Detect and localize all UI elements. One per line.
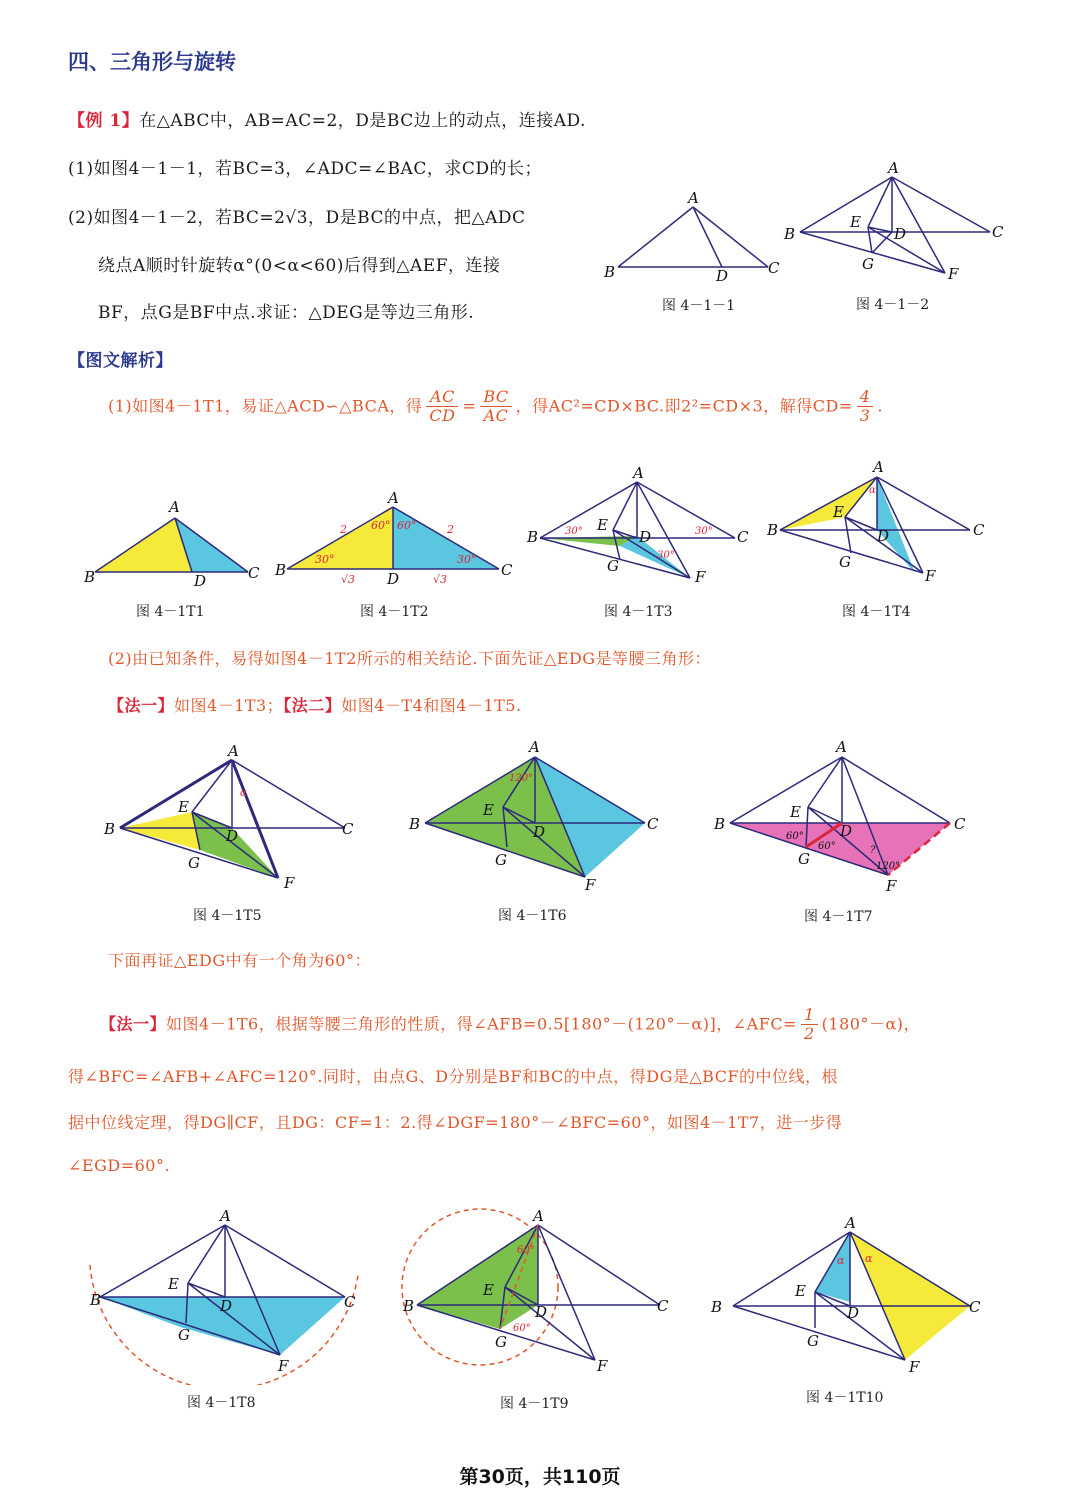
methods-line xyxy=(108,693,522,716)
solution-1-end: . xyxy=(877,396,883,416)
example-stem-text: 在△ABC中，AB=AC=2，D是BC边上的动点，连接AD. xyxy=(139,111,586,131)
t6-label-G: G xyxy=(495,851,507,869)
half-num: 1 xyxy=(801,1006,818,1025)
t4-alpha: α xyxy=(869,485,876,496)
fig412-label-C: C xyxy=(992,223,1004,241)
t5-label-G: G xyxy=(188,854,200,872)
fig412-label-D: D xyxy=(894,225,907,243)
figure-4-1T2 xyxy=(275,485,520,590)
t5-label-C: C xyxy=(342,820,354,838)
example-stem xyxy=(68,106,586,131)
method-1-detail-line-4: ∠EGD=60°. xyxy=(68,1156,171,1175)
caption-4-1-1: 图 4－1－1 xyxy=(662,298,736,314)
fraction-half xyxy=(801,1006,818,1044)
t9-label-F: F xyxy=(597,1357,608,1375)
t7-angle-2: 60° xyxy=(818,841,836,852)
t8-label-B: B xyxy=(90,1291,102,1309)
t3-label-G: G xyxy=(607,557,619,575)
t4-label-D: D xyxy=(877,527,890,545)
t3-label-F: F xyxy=(695,568,706,586)
page-footer: 第30页，共110页 xyxy=(459,1466,621,1488)
t2-side-left: 2 xyxy=(340,523,347,536)
t10-label-F: F xyxy=(909,1358,920,1376)
t8-label-E: E xyxy=(168,1275,179,1293)
t7-label-E: E xyxy=(790,803,801,821)
question-2-line-2: 绕点A顺时针旋转α°(0<α<60)后得到△AEF，连接 xyxy=(98,256,501,276)
figure-4-1T5 xyxy=(100,740,360,895)
t3-label-E: E xyxy=(597,516,608,534)
figure-4-1T9 xyxy=(395,1205,685,1385)
solution-1-before: (1)如图4－1T1，易证△ACD∽△BCA，得 xyxy=(108,396,423,416)
t2-angle-left: 60° xyxy=(371,519,391,532)
caption-4-1T10: 图 4－1T10 xyxy=(806,1390,884,1406)
t8-label-C: C xyxy=(344,1293,356,1311)
fig412-label-B: B xyxy=(784,225,796,243)
frac3-num: 4 xyxy=(857,388,874,407)
t10-label-G: G xyxy=(807,1332,819,1350)
t5-label-D: D xyxy=(226,827,239,845)
frac2-den: AC xyxy=(483,406,509,426)
figure-4-1T4 xyxy=(765,455,995,590)
t6-label-B: B xyxy=(409,815,421,833)
t2-half-right: √3 xyxy=(433,573,448,586)
method-2-tag: 【法二】 xyxy=(283,696,342,715)
t3-label-D: D xyxy=(639,528,652,546)
t10-label-B: B xyxy=(711,1298,723,1316)
frac3-den: 3 xyxy=(859,406,871,426)
t6-label-E: E xyxy=(483,801,494,819)
fraction-bc-ac xyxy=(480,388,511,426)
figure-4-1T7 xyxy=(710,735,980,895)
t9-angle-1: 60° xyxy=(517,1245,535,1256)
t7-angle-1: 60° xyxy=(786,831,804,842)
t8-label-F: F xyxy=(278,1357,289,1375)
t3-label-B: B xyxy=(527,528,539,546)
t2-side-right: 2 xyxy=(447,523,454,536)
t8-label-G: G xyxy=(178,1326,190,1344)
t7-label-F: F xyxy=(886,877,897,895)
t8-label-D: D xyxy=(220,1297,233,1315)
t10-label-D: D xyxy=(847,1304,860,1322)
t4-label-B: B xyxy=(767,521,779,539)
t1-label-A: A xyxy=(169,498,180,516)
t7-label-B: B xyxy=(714,815,726,833)
analysis-tag: 【图文解析】 xyxy=(68,351,173,371)
t8-label-A: A xyxy=(220,1207,231,1225)
t2-angle-B: 30° xyxy=(315,553,335,566)
t9-label-B: B xyxy=(403,1297,415,1315)
caption-4-1T1: 图 4－1T1 xyxy=(136,604,205,620)
t5-alpha: α xyxy=(240,788,247,799)
question-2-line-3: BF，点G是BF中点.求证：△DEG是等边三角形. xyxy=(98,303,475,323)
frac1-num: AC xyxy=(426,388,458,407)
frac2-num: BC xyxy=(480,388,511,407)
caption-4-1T2: 图 4－1T2 xyxy=(360,604,429,620)
figure-4-1T6 xyxy=(405,735,665,895)
caption-4-1T8: 图 4－1T8 xyxy=(187,1395,256,1411)
method-1-detail-line-3: 据中位线定理，得DG∥CF，且DG：CF=1：2.得∠DGF=180°－∠BFC=60°，如图4－1T7，进一步得 xyxy=(68,1113,843,1132)
t9-angle-2: 60° xyxy=(513,1323,531,1334)
t9-label-C: C xyxy=(657,1297,669,1315)
fig411-label-D: D xyxy=(716,267,729,285)
caption-4-1T4: 图 4－1T4 xyxy=(842,604,911,620)
figure-4-1-1 xyxy=(600,185,790,285)
t2-label-B: B xyxy=(275,561,287,579)
t2-label-C: C xyxy=(501,561,513,579)
t4-label-E: E xyxy=(833,503,844,521)
t2-label-A: A xyxy=(388,489,399,507)
t7-label-C: C xyxy=(954,815,966,833)
figure-4-1T8 xyxy=(80,1205,370,1385)
example-tag: 【例 1】 xyxy=(68,111,140,131)
caption-4-1T3: 图 4－1T3 xyxy=(604,604,673,620)
caption-4-1T5: 图 4－1T5 xyxy=(193,908,262,924)
fig412-label-G: G xyxy=(862,255,874,273)
t3-angle-3: 30° xyxy=(657,550,675,561)
t5-label-B: B xyxy=(104,820,116,838)
question-2-line-1: (2)如图4－1－2，若BC=2√3，D是BC的中点，把△ADC xyxy=(68,208,526,228)
t6-label-F: F xyxy=(585,876,596,894)
t2-half-left: √3 xyxy=(341,573,356,586)
t9-label-D: D xyxy=(535,1303,548,1321)
method-1-detail-line-1a: 如图4－1T6，根据等腰三角形的性质，得∠AFB=0.5[180°－(120°－α)]，∠AFC= xyxy=(166,1014,797,1034)
fig411-label-A: A xyxy=(688,189,699,207)
t4-label-C: C xyxy=(973,521,985,539)
t2-angle-C: 30° xyxy=(457,553,477,566)
figure-4-1T10 xyxy=(705,1210,995,1385)
t4-label-A: A xyxy=(873,458,884,476)
t6-label-A: A xyxy=(529,738,540,756)
t4-label-G: G xyxy=(839,553,851,571)
t3-label-A: A xyxy=(633,464,644,482)
t3-angle-1: 30° xyxy=(565,526,583,537)
method-1-detail-line-1 xyxy=(100,1006,920,1044)
equals-sign: = xyxy=(462,396,477,416)
caption-4-1T9: 图 4－1T9 xyxy=(500,1396,569,1412)
figure-4-1T3 xyxy=(525,460,755,590)
question-1: (1)如图4－1－1，若BC=3，∠ADC=∠BAC，求CD的长； xyxy=(68,159,542,179)
t2-angle-right: 60° xyxy=(397,519,417,532)
solution-1 xyxy=(108,388,883,426)
method-1-detail-line-1b: (180°－α)， xyxy=(821,1014,920,1034)
t10-alpha-2: α xyxy=(865,1252,873,1265)
fig411-label-B: B xyxy=(604,263,616,281)
fig411-label-C: C xyxy=(768,259,780,277)
t7-label-D: D xyxy=(840,822,853,840)
t1-label-C: C xyxy=(248,564,260,582)
half-den: 2 xyxy=(803,1024,815,1044)
fraction-ac-cd xyxy=(426,388,458,426)
fig412-label-A: A xyxy=(888,159,899,177)
method-1-tag: 【法一】 xyxy=(108,696,175,715)
then-prove: 下面再证△EDG中有一个角为60°： xyxy=(108,951,371,970)
t5-label-F: F xyxy=(284,874,295,892)
t2-label-D: D xyxy=(387,570,400,588)
t1-label-D: D xyxy=(194,572,207,590)
solution-2: (2)由已知条件，易得如图4－1T2所示的相关结论.下面先证△EDG是等腰三角形： xyxy=(108,649,712,668)
t3-angle-2: 30° xyxy=(695,526,713,537)
method-1-text: 如图4－1T3； xyxy=(174,696,284,715)
t7-question: ? xyxy=(870,845,876,856)
figure-4-1T1 xyxy=(80,490,270,590)
t3-label-C: C xyxy=(737,528,749,546)
frac1-den: CD xyxy=(429,406,456,426)
fraction-4-3 xyxy=(857,388,874,426)
fig412-label-F: F xyxy=(948,265,959,283)
t10-label-E: E xyxy=(795,1282,806,1300)
t10-label-A: A xyxy=(845,1214,856,1232)
method-2-text: 如图4－T4和图4－1T5. xyxy=(341,696,522,715)
section-title: 四、三角形与旋转 xyxy=(68,50,236,74)
solution-1-after: ，得AC²=CD×BC.即2²=CD×3，解得CD= xyxy=(515,396,853,416)
figure-4-1-2 xyxy=(780,155,1030,285)
t6-label-C: C xyxy=(647,815,659,833)
t10-alpha-1: α xyxy=(837,1254,845,1267)
caption-4-1-2: 图 4－1－2 xyxy=(856,297,930,313)
t1-label-B: B xyxy=(84,568,96,586)
t6-angle: 120° xyxy=(509,773,534,784)
t7-angle-3: 120° xyxy=(876,861,901,872)
caption-4-1T7: 图 4－1T7 xyxy=(804,909,873,925)
t9-label-G: G xyxy=(495,1333,507,1351)
fig412-label-E: E xyxy=(850,213,861,231)
t10-label-C: C xyxy=(969,1298,981,1316)
t5-label-E: E xyxy=(178,798,189,816)
t6-label-D: D xyxy=(533,823,546,841)
t9-label-A: A xyxy=(533,1207,544,1225)
method-1-detail-tag: 【法一】 xyxy=(100,1014,167,1034)
t4-label-F: F xyxy=(925,567,936,585)
t9-label-E: E xyxy=(483,1281,494,1299)
t5-label-A: A xyxy=(228,742,239,760)
t7-label-G: G xyxy=(798,850,810,868)
t7-label-A: A xyxy=(836,738,847,756)
method-1-detail-line-2: 得∠BFC=∠AFB+∠AFC=120°.同时，由点G、D分别是BF和BC的中点，得DG是△BCF的中位线，根 xyxy=(68,1067,839,1086)
caption-4-1T6: 图 4－1T6 xyxy=(498,908,567,924)
